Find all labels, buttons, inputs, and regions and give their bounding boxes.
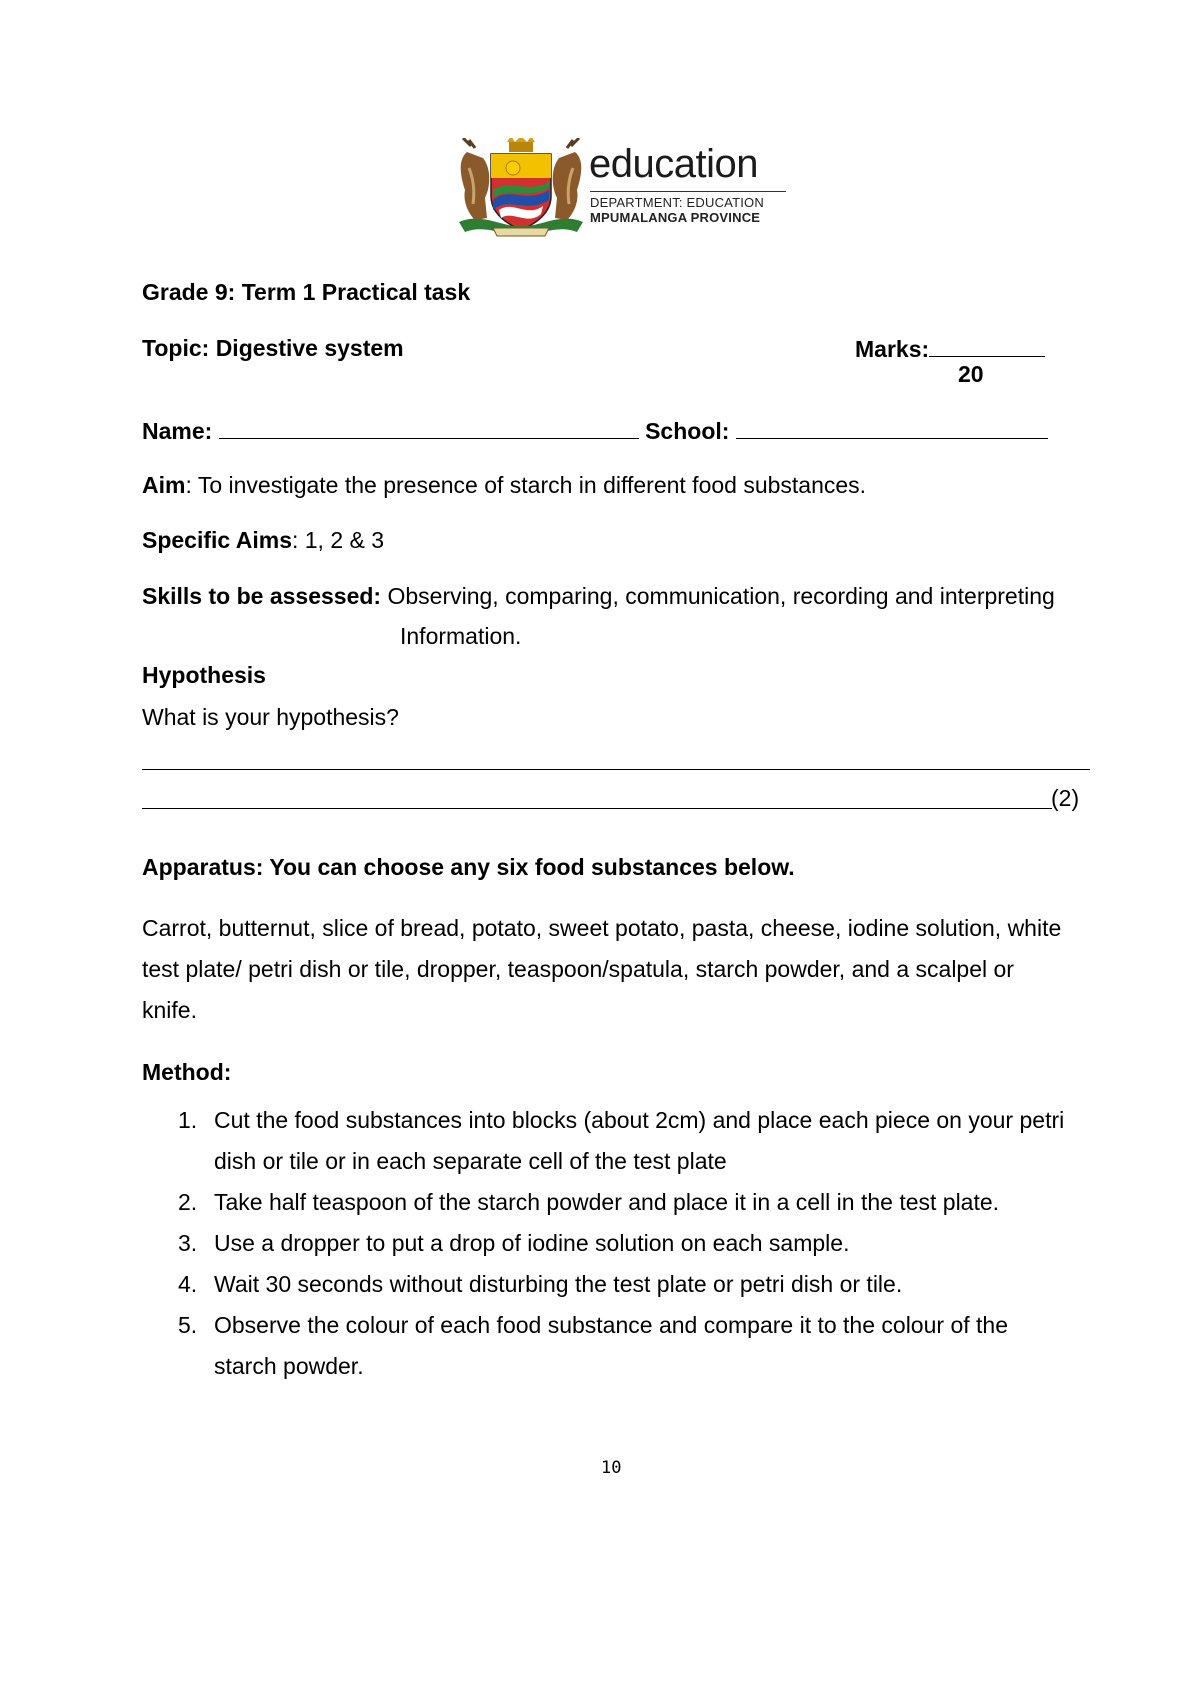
department-logo [453,138,788,238]
aim-label: Aim [142,472,186,498]
name-field[interactable] [219,416,639,439]
hypothesis-heading: Hypothesis [142,662,266,688]
method-steps [178,1100,1098,1387]
method-step [178,1100,1098,1182]
marks-blank[interactable] [929,334,1045,357]
logo-department: DEPARTMENT: EDUCATION [590,195,764,210]
method-step [178,1182,1098,1223]
topic-value: Digestive system [215,335,404,361]
hypothesis-answer-line-1[interactable] [142,769,1090,770]
name-school-line [142,416,1048,445]
step-number: 2. [178,1189,198,1215]
specific-aims-line [142,526,384,554]
method-step [178,1305,1098,1387]
hypothesis-marks: (2) [1051,785,1080,811]
logo-wordmark: education [589,142,758,186]
grade-heading: Grade 9: Term 1 Practical task [142,279,471,305]
skills-label: Skills to be assessed: [142,583,382,609]
skills-line [142,582,1055,610]
apparatus-list [142,908,1061,1031]
aim-line [142,471,866,499]
apparatus-line: Carrot, butternut, slice of bread, potato, sweet potato, pasta, cheese, iodine solution, white [142,915,1062,941]
marks-label: Marks: [855,336,930,362]
skills-text-continued: Information. [400,623,522,649]
hypothesis-question: What is your hypothesis? [142,704,399,730]
step-text: Use a dropper to put a drop of iodine solution on each sample. [214,1230,850,1256]
apparatus-line: test plate/ petri dish or tile, dropper, teaspoon/spatula, starch powder, and a scalpel or [142,956,1014,982]
step-number: 4. [178,1271,198,1297]
marks-line [855,334,1045,363]
step-text: Take half teaspoon of the starch powder and place it in a cell in the test plate. [214,1189,1000,1215]
coat-of-arms-icon [453,138,589,238]
step-text: dish or tile or in each separate cell of the test plate [214,1148,727,1174]
method-step [178,1223,1098,1264]
aim-text: : To investigate the presence of starch in different food substances. [185,472,867,498]
step-text: Observe the colour of each food substance and compare it to the colour of the [214,1312,1008,1338]
skills-text: Observing, comparing, communication, recording and interpreting [387,583,1055,609]
method-heading: Method: [142,1059,232,1085]
step-number: 1. [178,1107,198,1133]
topic-label: Topic: [142,335,210,361]
specific-aims-text: : 1, 2 & 3 [291,527,385,553]
name-label: Name: [142,418,213,444]
apparatus-line: knife. [142,997,197,1023]
school-field[interactable] [736,416,1048,439]
method-step [178,1264,1098,1305]
step-number: 3. [178,1230,198,1256]
page-number: 10 [601,1458,622,1478]
step-text: Wait 30 seconds without disturbing the test plate or petri dish or tile. [214,1271,903,1297]
topic-line [142,334,404,362]
logo-province: MPUMALANGA PROVINCE [590,210,761,225]
step-text: Cut the food substances into blocks (about 2cm) and place each piece on your petri [214,1107,1065,1133]
apparatus-heading: Apparatus: You can choose any six food substances below. [142,854,795,880]
logo-divider [590,191,786,192]
step-text: starch powder. [214,1353,364,1379]
school-label: School: [645,418,730,444]
specific-aims-label: Specific Aims [142,527,292,553]
marks-total: 20 [958,361,984,387]
hypothesis-answer-line-2[interactable] [142,808,1052,809]
step-number: 5. [178,1312,198,1338]
